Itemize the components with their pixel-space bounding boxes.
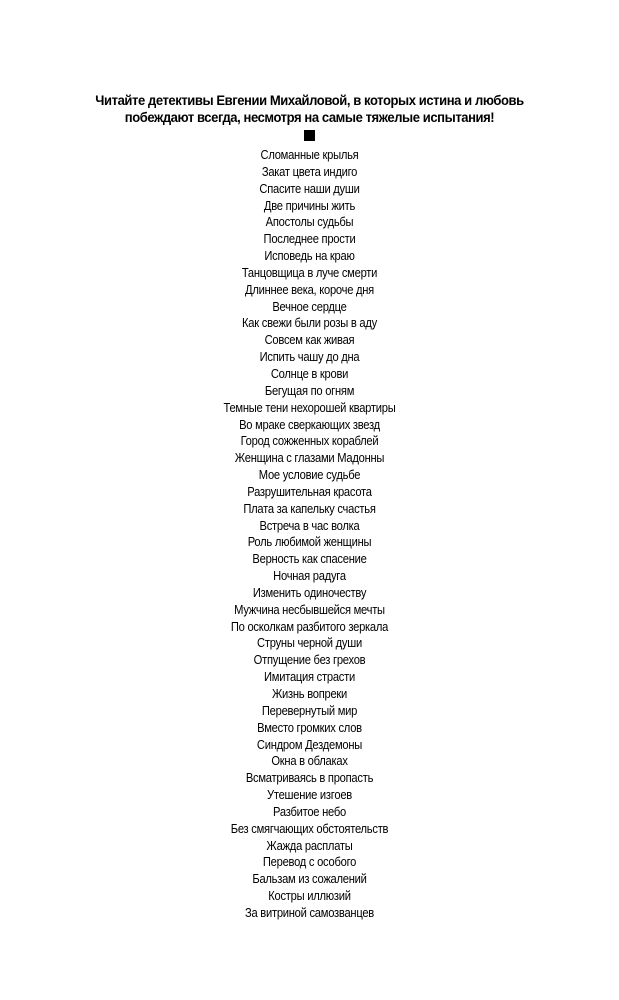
book-title-item: Закат цвета индиго — [261, 163, 358, 179]
book-title-item: По осколкам разбитого зеркала — [230, 618, 389, 634]
book-title-item: Сломанные крылья — [260, 147, 359, 162]
book-title-item: Совсем как живая — [264, 332, 355, 348]
book-title-item: Роль любимой женщины — [247, 534, 372, 550]
black-square-icon — [304, 130, 315, 141]
book-title-item: Женщина с глазами Мадонны — [234, 450, 385, 466]
book-title-item: Утешение изгоев — [267, 787, 352, 803]
book-title-item: Танцовщица в луче смерти — [241, 264, 378, 280]
book-title-item: Костры иллюзий — [268, 888, 351, 904]
book-title-item: Без смягчающих обстоятельств — [230, 820, 389, 836]
book-title-item: Как свежи были розы в аду — [242, 315, 377, 331]
book-title-item: Длиннее века, короче дня — [245, 281, 374, 297]
book-title-item: Мое условие судьбе — [258, 467, 361, 483]
book-title-item: Струны черной души — [257, 635, 362, 651]
book-title-item: Вечное сердце — [272, 298, 347, 314]
book-title-item: Ночная радуга — [273, 568, 346, 584]
book-title-item: Последнее прости — [263, 231, 356, 247]
book-title-item: Вместо громких слов — [257, 719, 362, 735]
book-title-list — [0, 147, 619, 922]
book-title-item: Испить чашу до дна — [259, 349, 360, 365]
book-title-item: Спасите наши души — [259, 180, 360, 196]
book-title-item: Апостолы судьбы — [265, 214, 354, 230]
book-title-item: Всматриваясь в пропасть — [245, 770, 374, 786]
series-heading — [59, 92, 560, 126]
book-title-item: Разрушительная красота — [247, 483, 372, 499]
book-title-item: Встреча в час волка — [259, 517, 360, 533]
book-title-item: Изменить одиночеству — [252, 584, 367, 600]
series-heading-line-2: побеждают всегда, несмотря на самые тяжелые испытания! — [124, 109, 495, 125]
book-title-item: Отпущение без грехов — [253, 652, 366, 668]
book-title-item: Темные тени нехорошей квартиры — [223, 399, 396, 415]
book-title-item: Солнце в крови — [270, 365, 349, 381]
book-title-item: Имитация страсти — [264, 669, 355, 685]
book-title-item: Верность как спасение — [252, 551, 367, 567]
book-title-item: Исповедь на краю — [264, 248, 355, 264]
book-title-item: Жажда расплаты — [266, 837, 353, 853]
book-title-item: Разбитое небо — [273, 803, 346, 819]
book-title-item: Бегущая по огням — [264, 382, 355, 398]
book-title-item: Перевернутый мир — [261, 702, 358, 718]
book-title-item: Плата за капельку счастья — [243, 500, 376, 516]
series-heading-line-1: Читайте детективы Евгении Михайловой, в которых истина и любовь — [95, 92, 524, 108]
book-title-item: Во мраке сверкающих звезд — [239, 416, 380, 432]
book-title-item: Бальзам из сожалений — [252, 871, 367, 887]
book-title-item: Мужчина несбывшейся мечты — [234, 601, 385, 617]
book-title-item: За витриной самозванцев — [244, 904, 374, 920]
book-title-item: Перевод с особого — [262, 854, 357, 870]
book-title-item: Синдром Дездемоны — [256, 736, 363, 752]
book-title-item: Город сожженных кораблей — [240, 433, 379, 449]
book-title-item: Две причины жить — [263, 197, 356, 213]
book-title-item: Жизнь вопреки — [271, 686, 348, 701]
book-title-item: Окна в облаках — [271, 753, 348, 769]
